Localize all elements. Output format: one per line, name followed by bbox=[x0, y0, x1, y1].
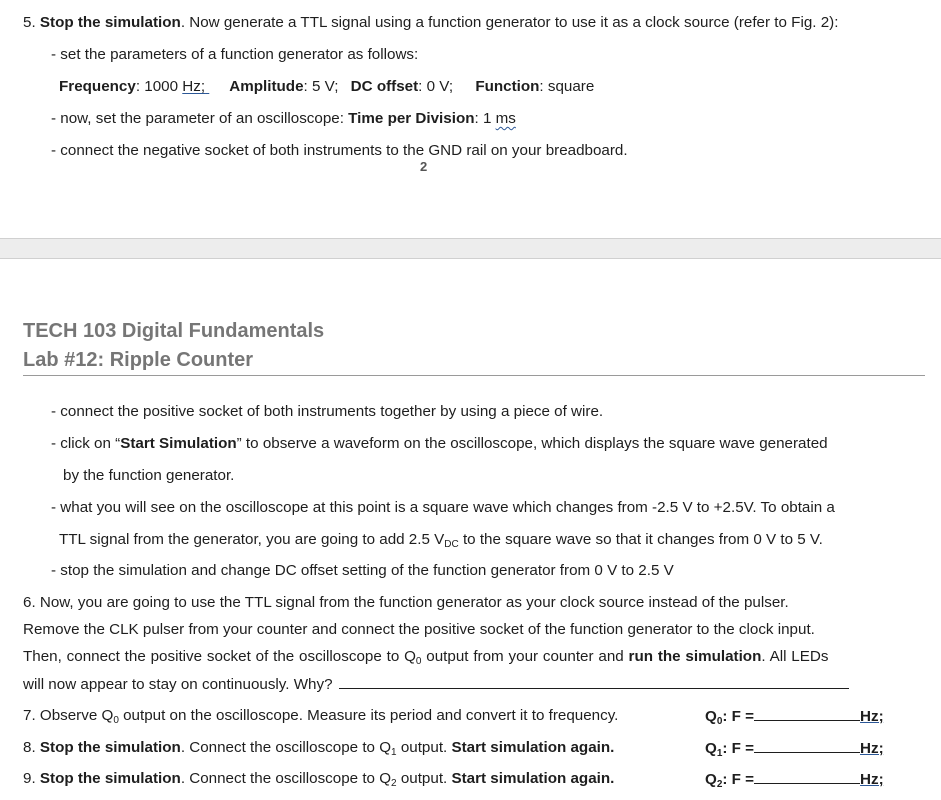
step-9-number: 9. bbox=[23, 770, 40, 787]
step-9-line bbox=[23, 769, 614, 789]
step-9-mid-post: output. bbox=[396, 770, 452, 787]
q0-label: Q bbox=[705, 708, 717, 725]
step-6-line-2 bbox=[23, 620, 923, 640]
time-per-division-value: : 1 bbox=[474, 110, 496, 127]
amplitude-label: Amplitude bbox=[229, 78, 304, 95]
dc-offset-value: : 0 V; bbox=[418, 78, 454, 95]
step-6-line-4 bbox=[23, 674, 849, 695]
vdc-subscript: DC bbox=[444, 539, 459, 550]
click-start-post: ” to observe a waveform on the oscilloscope, which displays the square wave generated bbox=[236, 435, 828, 452]
dc-offset-label: DC offset bbox=[350, 78, 419, 95]
oscilloscope-param-line bbox=[51, 109, 516, 129]
header-rule bbox=[23, 375, 925, 376]
q2-hz-unit: Hz; bbox=[860, 771, 884, 788]
step-8-mid-pre: . Connect the oscilloscope to Q bbox=[180, 739, 392, 756]
frequency-label: Frequency bbox=[59, 78, 136, 95]
q1-frequency-blank[interactable] bbox=[754, 738, 860, 753]
step-6-line-1-text: 6. Now, you are going to use the TTL signal from the function generator as your clock source instead of the pulser. bbox=[23, 594, 789, 611]
q1-label-sub: 1 bbox=[716, 748, 723, 759]
square-wave-line-1: - what you will see on the oscilloscope at this point is a square wave which changes from -2.5 V to +2.5V. To obtain a bbox=[51, 499, 835, 516]
step-8-start-bold: Start simulation again bbox=[451, 739, 611, 756]
time-per-division-unit: ms bbox=[495, 110, 516, 127]
step-5-bold: Stop the simulation bbox=[39, 14, 181, 31]
q0-hz-unit: Hz; bbox=[860, 708, 884, 725]
q0-label-sub: 0 bbox=[716, 716, 723, 727]
frequency-underline-gap bbox=[205, 77, 221, 97]
step-5-line bbox=[23, 13, 838, 33]
set-params-line: - set the parameters of a function generator as follows: bbox=[51, 46, 419, 63]
function-label: Function bbox=[475, 78, 540, 95]
connect-positive-line: - connect the positive socket of both instruments together by using a piece of wire. bbox=[51, 403, 604, 420]
header-lab-title: Lab #12: Ripple Counter bbox=[23, 349, 254, 371]
step-9-mid-pre: . Connect the oscilloscope to Q bbox=[180, 770, 392, 787]
click-start-line bbox=[51, 434, 828, 454]
q2-frequency-blank[interactable] bbox=[754, 769, 860, 784]
time-per-division-label: Time per Division bbox=[348, 110, 475, 127]
why-answer-blank[interactable] bbox=[339, 674, 849, 689]
step-7-subscript: 0 bbox=[113, 715, 119, 726]
step-8-mid-post: output. bbox=[396, 739, 452, 756]
step-8-line bbox=[23, 738, 614, 758]
step-9-stop-bold: Stop the simulation bbox=[39, 770, 181, 787]
frequency-unit: Hz; bbox=[182, 78, 206, 95]
function-value: : square bbox=[539, 78, 595, 95]
step-9-subscript: 2 bbox=[391, 778, 397, 789]
step-5-text: . Now generate a TTL signal using a function generator to use it as a clock source (refer to Fig. 2): bbox=[180, 14, 839, 31]
step-6-line-2-text: Remove the CLK pulser from your counter and connect the positive socket of the function generator to the clock input. bbox=[23, 621, 815, 638]
q0-frequency-blank[interactable] bbox=[754, 706, 860, 721]
step-7-post: output on the oscilloscope. Measure its period and convert it to frequency. bbox=[118, 707, 619, 724]
q2-label: Q bbox=[705, 771, 717, 788]
step-9-start-bold: Start simulation again bbox=[451, 770, 611, 787]
step-5-number: 5. bbox=[23, 14, 40, 31]
page-number: 2 bbox=[420, 159, 428, 174]
step-7-line bbox=[23, 706, 618, 726]
amplitude-value: : 5 V; bbox=[303, 78, 339, 95]
q0-f-label: : F = bbox=[722, 708, 755, 725]
square-wave-line-2 bbox=[59, 530, 823, 550]
click-start-pre: - click on “ bbox=[51, 435, 121, 452]
gnd-connect-line: - connect the negative socket of both instruments to the GND rail on your breadboard. bbox=[51, 142, 628, 159]
click-start-continuation: by the function generator. bbox=[63, 467, 235, 484]
step-8-subscript: 1 bbox=[391, 747, 397, 758]
step-6-line-3-pre: Then, connect the positive socket of the oscilloscope to Q bbox=[23, 648, 416, 665]
step-9-end: . bbox=[610, 770, 615, 787]
step-7-pre: 7. Observe Q bbox=[23, 707, 114, 724]
stop-change-line: - stop the simulation and change DC offset setting of the function generator from 0 V to 2.5 V bbox=[51, 562, 674, 579]
page-break bbox=[0, 238, 941, 259]
q1-frequency-answer bbox=[705, 738, 884, 759]
q0-subscript: 0 bbox=[415, 656, 422, 667]
osc-pre: - now, set the parameter of an oscilloscope: bbox=[51, 110, 349, 127]
step-6-line-3-mid: output from your counter and bbox=[421, 648, 629, 665]
q2-label-sub: 2 bbox=[716, 779, 723, 790]
q0-frequency-answer bbox=[705, 706, 884, 727]
frequency-value: : 1000 bbox=[135, 78, 183, 95]
step-8-stop-bold: Stop the simulation bbox=[39, 739, 181, 756]
start-simulation-bold: Start Simulation bbox=[120, 435, 237, 452]
step-8-number: 8. bbox=[23, 739, 40, 756]
generator-params-line bbox=[59, 77, 594, 97]
step-6-line-1 bbox=[23, 593, 923, 613]
run-simulation-bold: run the simulation bbox=[628, 648, 762, 665]
q1-hz-unit: Hz; bbox=[860, 740, 884, 757]
q1-label: Q bbox=[705, 740, 717, 757]
step-6-line-3 bbox=[23, 647, 828, 667]
header-course-title: TECH 103 Digital Fundamentals bbox=[23, 320, 325, 342]
step-6-line-3-post: . All LEDs bbox=[761, 648, 829, 665]
step-6-question: will now appear to stay on continuously. Why? bbox=[23, 676, 333, 693]
q2-frequency-answer bbox=[705, 769, 884, 790]
square-wave-line-2-pre: TTL signal from the generator, you are going to add 2.5 V bbox=[59, 531, 445, 548]
square-wave-line-2-post: to the square wave so that it changes from 0 V to 5 V. bbox=[458, 531, 823, 548]
q1-f-label: : F = bbox=[722, 740, 755, 757]
q2-f-label: : F = bbox=[722, 771, 755, 788]
step-8-end: . bbox=[610, 739, 615, 756]
